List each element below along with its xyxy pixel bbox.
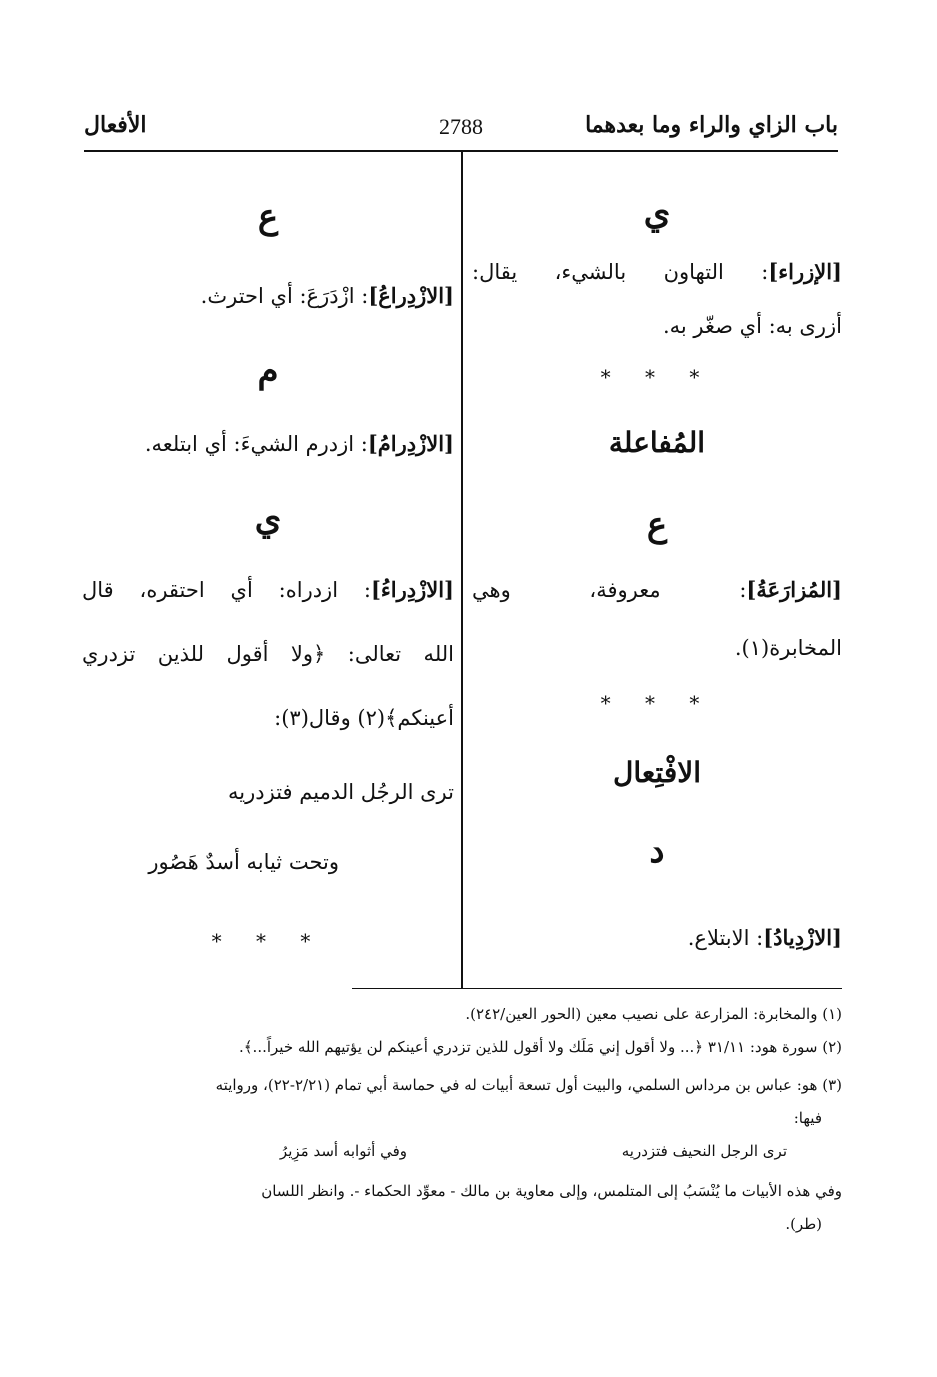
- poetry-verse-1: ترى الرجُل الدميم فتزدريه: [228, 780, 454, 804]
- definition-izdiyad: : الابتلاع.: [687, 926, 764, 950]
- section-separator: * * *: [211, 929, 325, 953]
- letter-heading-ayn: ع: [257, 197, 279, 237]
- section-heading-mufaala: المُفاعلة: [608, 426, 706, 459]
- definition-izra-2: أزرى به: أي صغّر به.: [662, 314, 842, 338]
- headword-muzaraa: [المُزارَعَةُ]: [746, 577, 842, 602]
- headword-izdiraa: [الازْدِراعُ]: [368, 283, 454, 308]
- definition-muzaraa-1: : معروفة، وهي: [472, 578, 747, 602]
- letter-heading-ya: ي: [254, 499, 282, 539]
- column-divider: [461, 150, 463, 988]
- letter-heading-ya: ي: [643, 193, 671, 233]
- entry-izdiraa-2: [82, 575, 454, 605]
- entry-izdiraa: [82, 281, 454, 311]
- quran-citation-line: الله تعالى: ﴿ولا أقول للذين تزدري: [82, 642, 454, 666]
- page-number: 2788: [439, 114, 483, 139]
- section-heading-iftial: الافْتِعال: [613, 756, 701, 789]
- footnote-3-continued: فيها:: [793, 1109, 822, 1127]
- page-header: [84, 108, 838, 148]
- letter-heading-ayn: ع: [646, 505, 668, 545]
- definition-izra-1: : التهاون بالشيء، يقال:: [472, 260, 769, 284]
- section-title: الأفعال: [84, 112, 147, 138]
- letter-heading-dal: د: [649, 831, 665, 871]
- entry-izdiram: [82, 429, 454, 459]
- headword-izra: [الإزراء]: [768, 259, 842, 284]
- entry-muzaraa: [472, 575, 842, 605]
- headword-izdiraa-2: [الازْدِراءُ]: [370, 577, 454, 602]
- quran-citation-end: أعينكم﴾(٢) وقال(٣):: [274, 706, 454, 730]
- definition-izdiram: : ازدرم الشيءَ: أي ابتلعه.: [144, 432, 368, 456]
- letter-heading-mim: م: [257, 351, 279, 391]
- footnote-3-ref: (طر).: [785, 1215, 822, 1233]
- poetry-verse-2: وتحت ثيابه أسدٌ هَصُور: [148, 850, 339, 874]
- definition-izdiraa-2: : ازدراه: أي احتقره، قال: [82, 578, 371, 602]
- definition-muzaraa-2: المخابرة(١).: [734, 636, 842, 660]
- chapter-title: باب الزاي والراء وما بعدهما: [585, 112, 838, 138]
- footnote-3: (٣) هو: عباس بن مرداس السلمي، والبيت أول تسعة أبيات له في حماسة أبي تمام (٢/٢١-٢٢)، وروايته: [215, 1076, 842, 1094]
- footnote-rule: [352, 988, 842, 989]
- definition-izdiraa: : ازْدَرَعَ: أي احترث.: [200, 284, 369, 308]
- section-separator: * * *: [600, 365, 714, 389]
- footnote-verse-b: وفي أثوابه أسد مَزِيرُ: [279, 1142, 407, 1160]
- footnote-2: (٢) سورة هود: ٣١/١١ ﴿... ولا أقول إني مَلَك ولا أقول للذين تزدري أعينكم لن يؤتيهم الله خيراً...﴾.: [239, 1038, 842, 1056]
- footnote-verse-a: ترى الرجل النحيف فتزدريه: [621, 1142, 787, 1160]
- entry-izdiyad: [472, 923, 842, 953]
- entry-izra: [472, 257, 842, 287]
- footnote-1: (١) والمخابرة: المزارعة على نصيب معين (الحور العين/٢٤٢).: [465, 1005, 842, 1023]
- footnote-3-note: وفي هذه الأبيات ما يُنْسَبُ إلى المتلمس، وإلى معاوية بن مالك - معوِّد الحكماء -. وانظر اللسان: [261, 1182, 842, 1200]
- headword-izdiyad: [الازْدِيادُ]: [763, 925, 842, 950]
- section-separator: * * *: [600, 691, 714, 715]
- headword-izdiram: [الازْدِرامُ]: [367, 431, 454, 456]
